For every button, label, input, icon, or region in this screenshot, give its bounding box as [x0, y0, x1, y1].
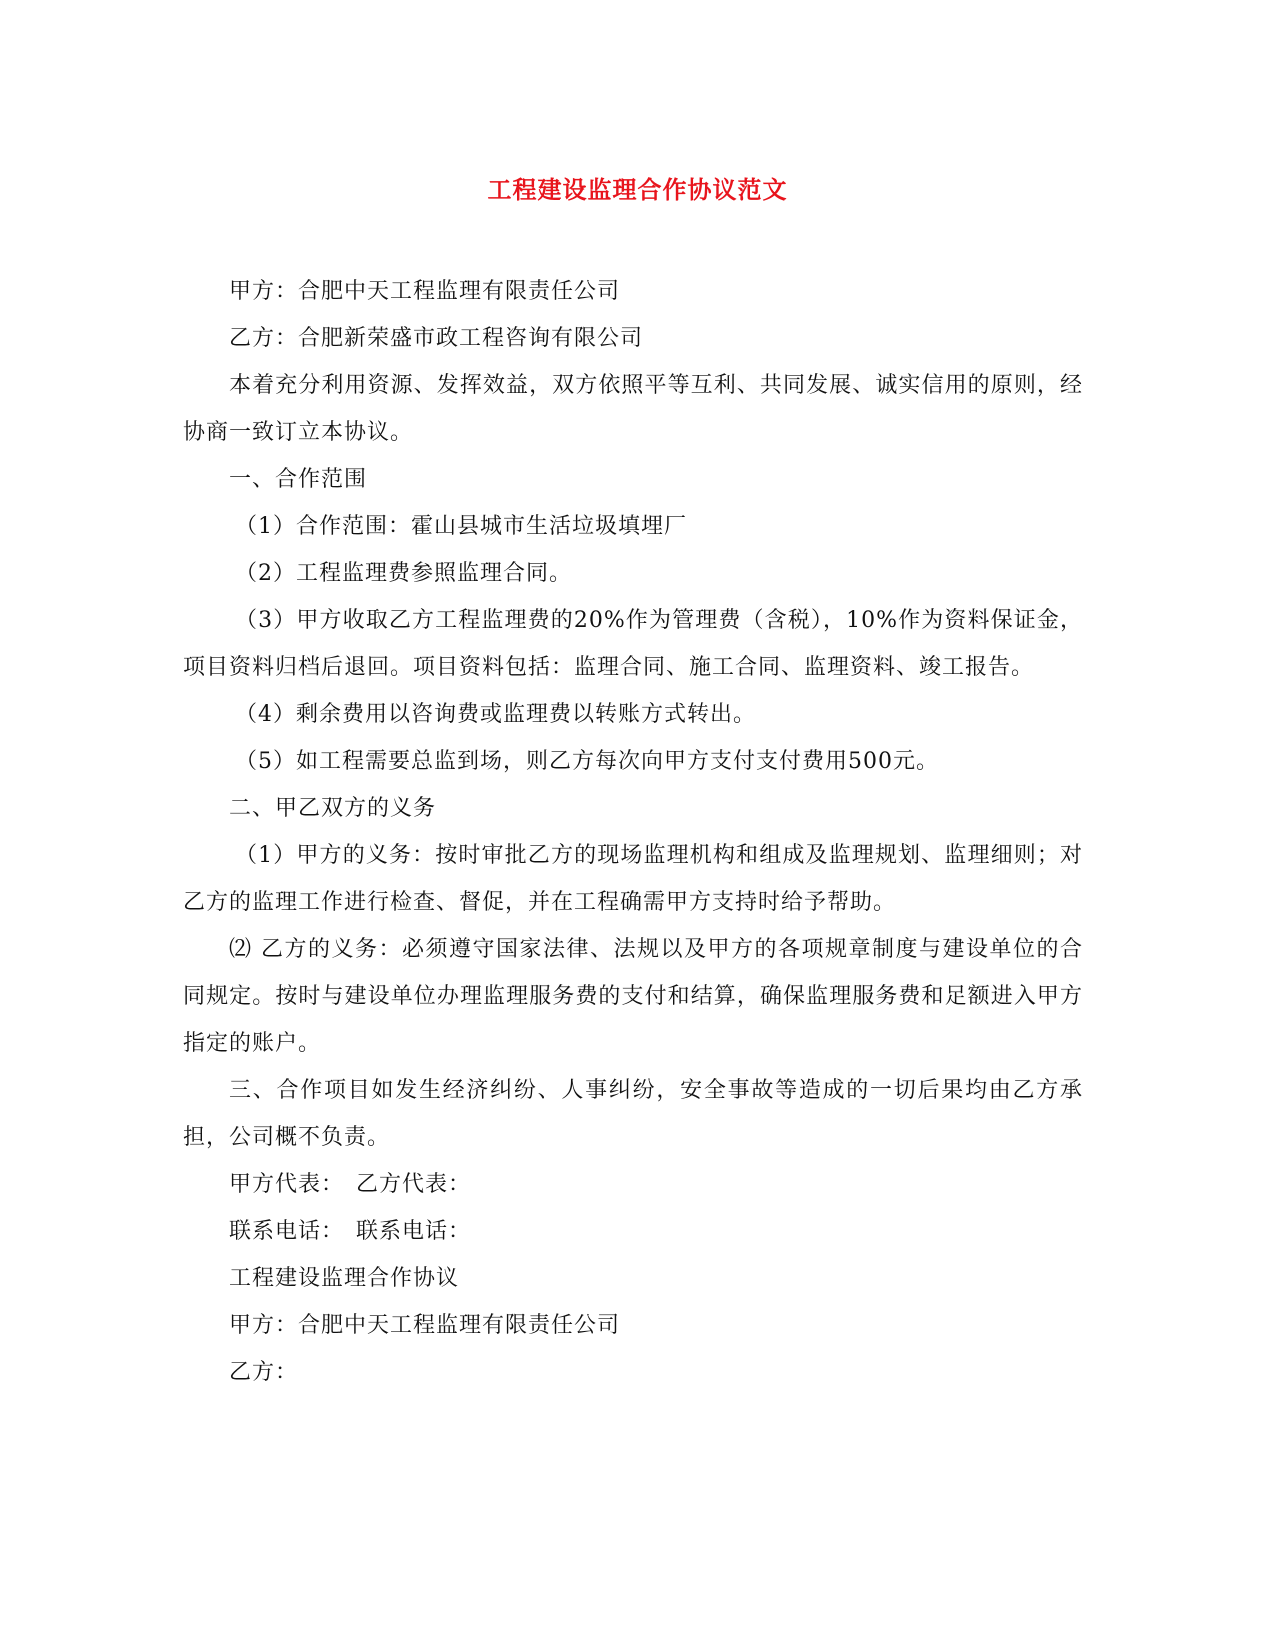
representatives-line: 甲方代表： 乙方代表： — [229, 1172, 472, 1197]
party-b-line: 乙方：合肥新荣盛市政工程咨询有限公司 — [229, 326, 644, 351]
clause-1-2: （2）工程监理费参照监理合同。 — [235, 561, 572, 586]
section-heading-obligations: 二、甲乙双方的义务 — [229, 796, 437, 821]
clause-1-3: （3）甲方收取乙方工程监理费的20%作为管理费（含税），10%作为资料保证金，项目资料归档后退回。项目资料包括：监理合同、施工合同、监理资料、竣工报告。 — [183, 608, 1083, 680]
clause-2-2: ⑵ 乙方的义务：必须遵守国家法律、法规以及甲方的各项规章制度与建设单位的合同规定。按时与建设单位办理监理服务费的支付和结算，确保监理服务费和足额进入甲方指定的账户。 — [183, 937, 1083, 1056]
second-agreement-title: 工程建设监理合作协议 — [229, 1266, 460, 1291]
clause-1-1: （1）合作范围：霍山县城市生活垃圾填埋厂 — [235, 514, 687, 539]
clause-1-4: （4）剩余费用以咨询费或监理费以转账方式转出。 — [235, 702, 756, 727]
second-party-a-line: 甲方：合肥中天工程监理有限责任公司 — [229, 1313, 621, 1338]
clause-1-5: （5）如工程需要总监到场，则乙方每次向甲方支付支付费用500元。 — [235, 749, 939, 774]
clause-2-1: （1）甲方的义务：按时审批乙方的现场监理机构和组成及监理规划、监理细则；对乙方的监理工作进行检查、督促，并在工程确需甲方支持时给予帮助。 — [183, 843, 1083, 915]
section-heading-cooperation-scope: 一、合作范围 — [229, 467, 368, 492]
preamble-paragraph: 本着充分利用资源、发挥效益，双方依照平等互利、共同发展、诚实信用的原则，经协商一致订立本协议。 — [183, 373, 1083, 445]
party-a-line: 甲方：合肥中天工程监理有限责任公司 — [229, 279, 621, 304]
document-body — [183, 268, 1083, 1396]
phone-line: 联系电话： 联系电话： — [229, 1219, 472, 1244]
second-party-b-line: 乙方： — [229, 1360, 299, 1385]
section-liability: 三、合作项目如发生经济纠纷、人事纠纷，安全事故等造成的一切后果均由乙方承担，公司概不负责。 — [183, 1078, 1083, 1150]
document-title: 工程建设监理合作协议范文 — [487, 175, 788, 204]
